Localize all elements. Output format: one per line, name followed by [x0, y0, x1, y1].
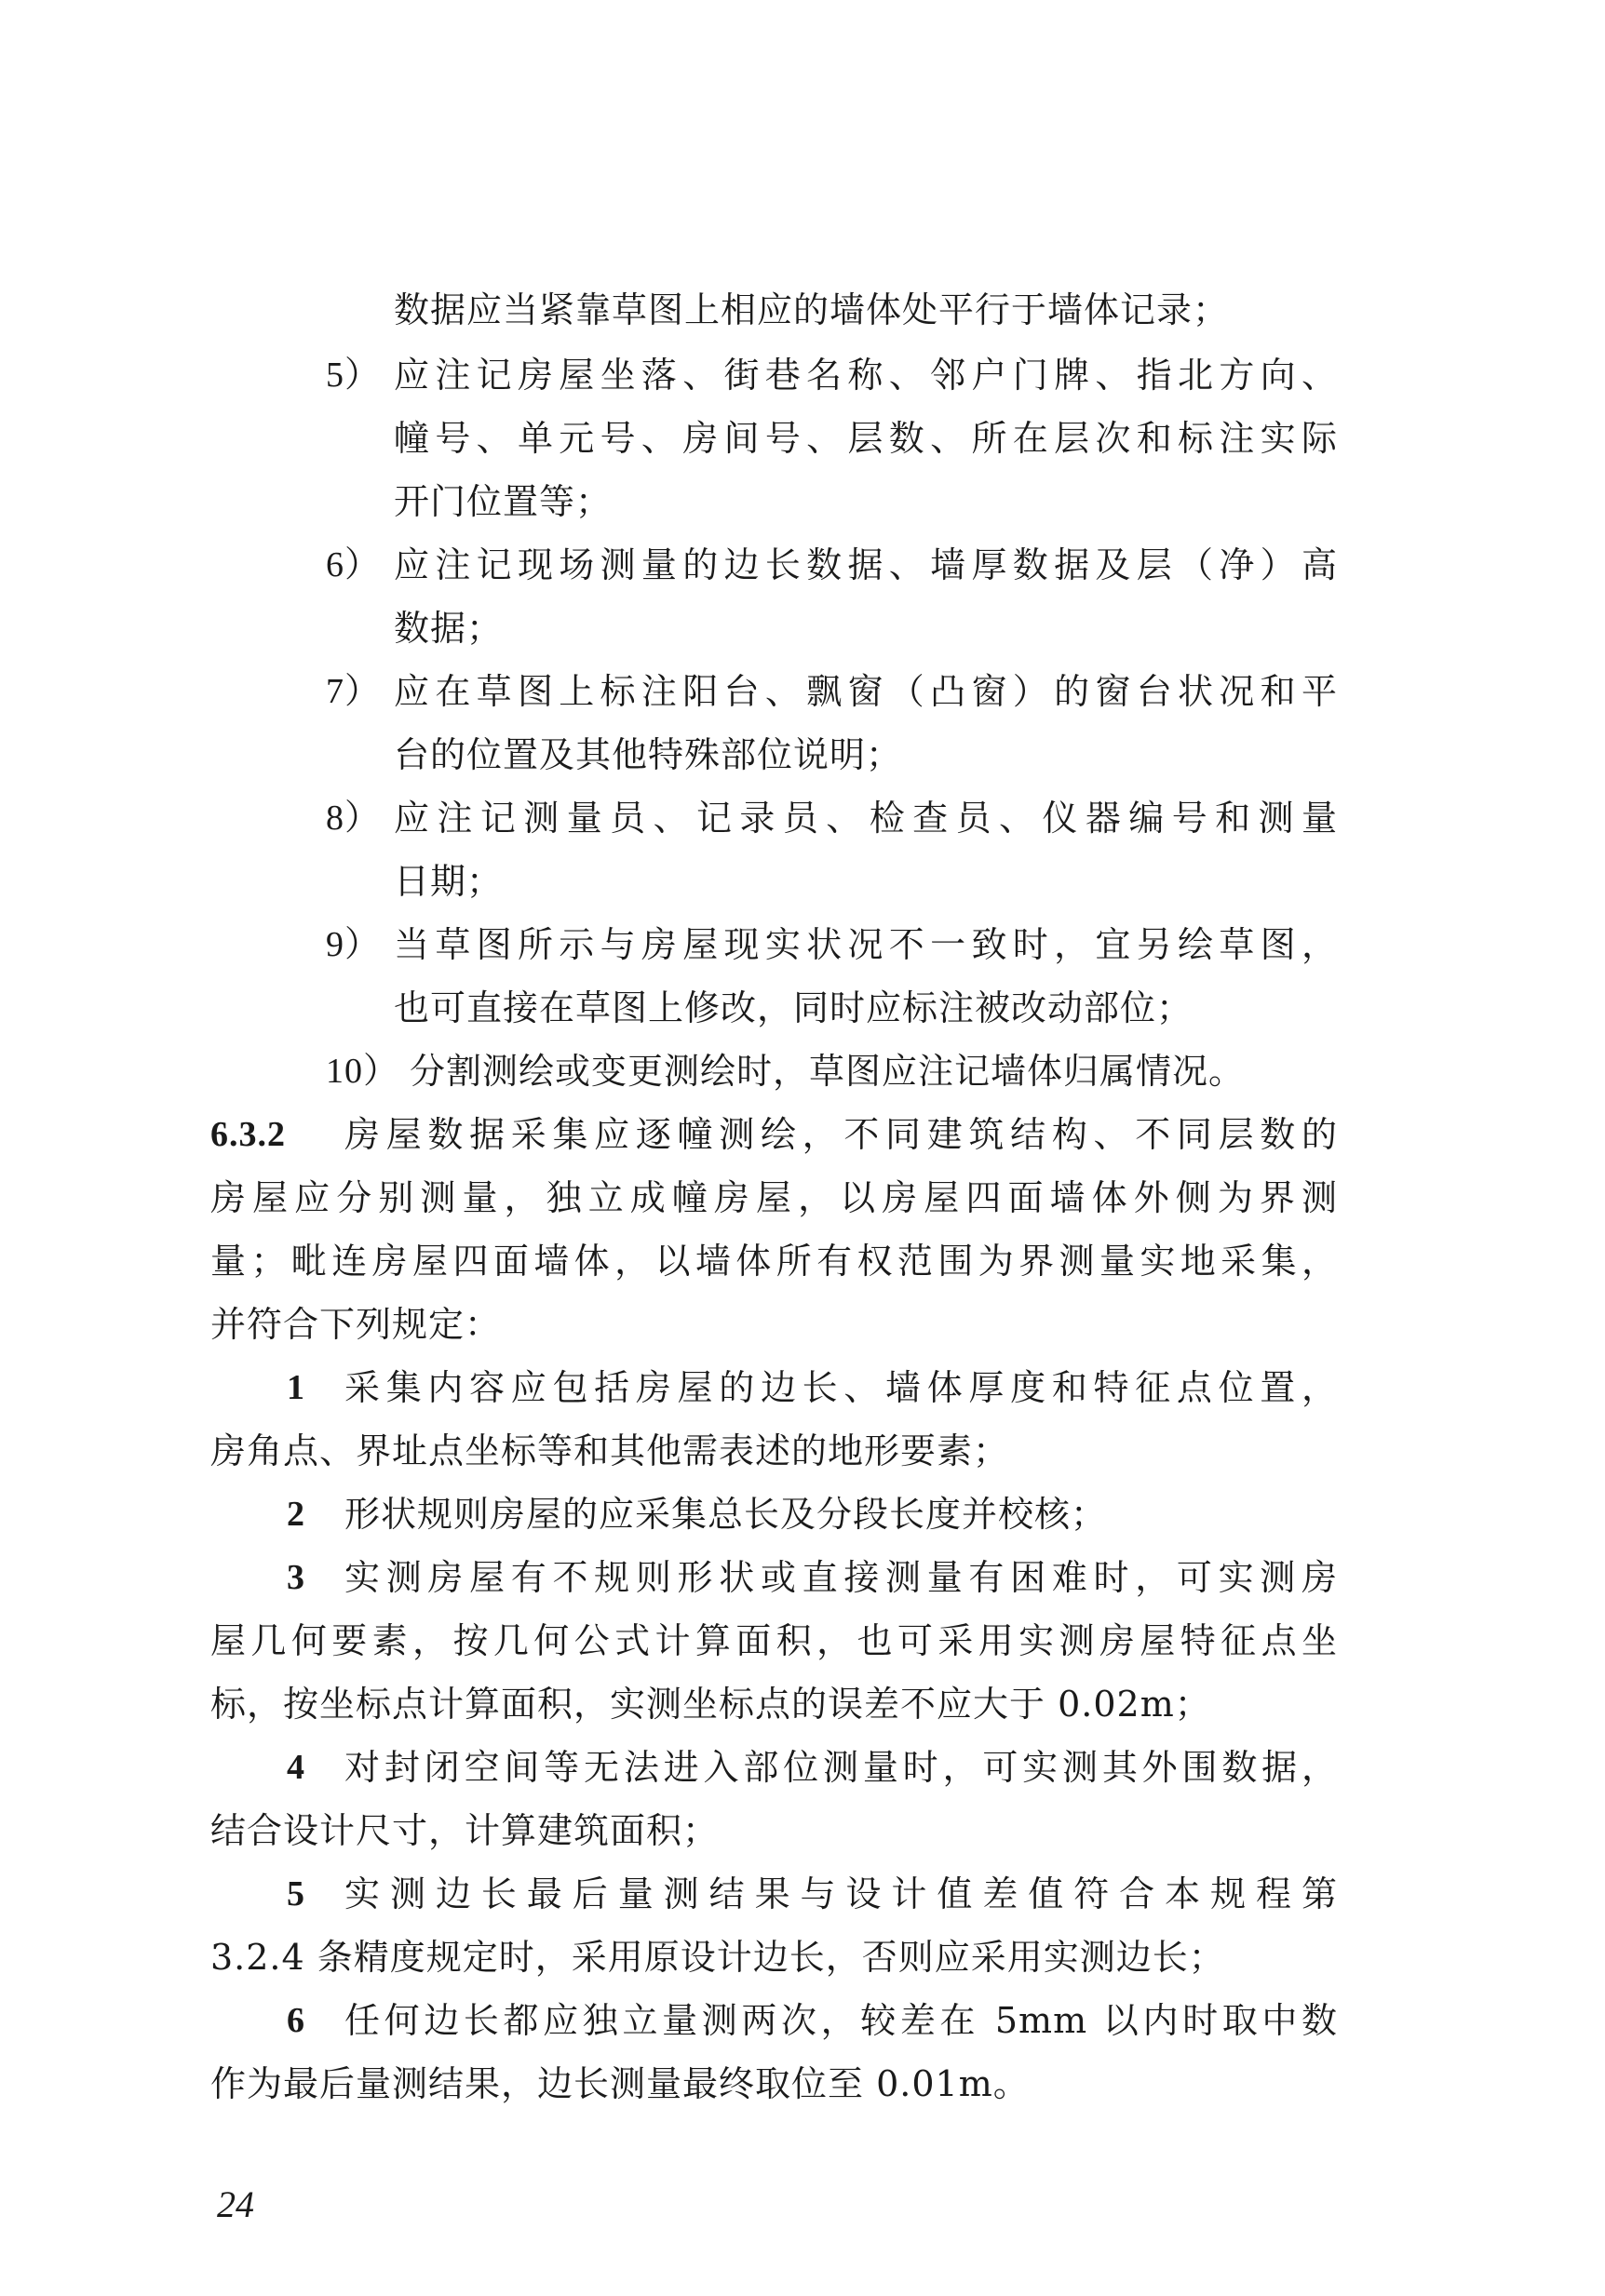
- subitem-number: 5: [287, 1874, 305, 1913]
- list-item-text: 应注记测量员、记录员、检查员、仪器编号和测量: [394, 798, 1338, 839]
- list-item-text: 数据；: [394, 608, 504, 649]
- list-item-text: 当草图所示与房屋现实状况不一致时，宜另绘草图，: [394, 924, 1338, 965]
- list-item-text: 日期；: [394, 861, 504, 902]
- list-item-number: 7）: [326, 672, 382, 711]
- subitem-number: 3: [287, 1558, 305, 1597]
- subitem-text: 3.2.4 条精度规定时，采用原设计边长，否则应采用实测边长；: [210, 1937, 1225, 1978]
- subitem-text: 房角点、界址点坐标等和其他需表述的地形要素；: [210, 1430, 1010, 1471]
- clause-text: 并符合下列规定：: [210, 1304, 502, 1345]
- subitem-number: 2: [287, 1495, 305, 1534]
- subitem-text: 作为最后量测结果，边长测量最终取位至 0.01m。: [210, 2063, 1030, 2104]
- clause-text: 量；毗连房屋四面墙体，以墙体所有权范围为界测量实地采集，: [210, 1241, 1338, 1282]
- list-item-text: 也可直接在草图上修改，同时应标注被改动部位；: [394, 987, 1194, 1028]
- list-item-text: 应注记现场测量的边长数据、墙厚数据及层（净）高: [394, 544, 1338, 585]
- list-item-number: 8）: [326, 799, 382, 838]
- subitem-text: 形状规则房屋的应采集总长及分段长度并校核；: [344, 1494, 1108, 1535]
- subitem-number: 6: [287, 2001, 305, 2040]
- clause-text: 房屋数据采集应逐幢测绘，不同建筑结构、不同层数的: [344, 1114, 1338, 1155]
- list-item-number: 6）: [326, 545, 382, 584]
- subitem-text: 实测边长最后量测结果与设计值差值符合本规程第: [344, 1873, 1338, 1914]
- list-item-text: 分割测绘或变更测绘时，草图应注记墙体归属情况。: [410, 1051, 1246, 1092]
- clause-number: 6.3.2: [210, 1115, 286, 1154]
- list-item-text: 开门位置等；: [394, 481, 613, 522]
- subitem-text: 对封闭空间等无法进入部位测量时，可实测其外围数据，: [344, 1747, 1338, 1788]
- page-number: 24: [217, 2183, 254, 2225]
- subitem-text: 实测房屋有不规则形状或直接测量有困难时，可实测房: [344, 1557, 1338, 1598]
- subitem-text: 标，按坐标点计算面积，实测坐标点的误差不应大于 0.02m；: [210, 1684, 1211, 1725]
- clause-text: 房屋应分别测量，独立成幢房屋，以房屋四面墙体外侧为界测: [210, 1177, 1338, 1218]
- list-item-number: 10）: [326, 1052, 400, 1091]
- list-item-text: 应注记房屋坐落、街巷名称、邻户门牌、指北方向、: [394, 355, 1338, 396]
- subitem-number: 4: [287, 1748, 305, 1787]
- continuation-line: 数据应当紧靠草图上相应的墙体处平行于墙体记录；: [394, 289, 1230, 330]
- subitem-text: 任何边长都应独立量测两次，较差在 5mm 以内时取中数: [344, 2000, 1338, 2041]
- list-item-number: 9）: [326, 925, 382, 964]
- subitem-text: 采集内容应包括房屋的边长、墙体厚度和特征点位置，: [344, 1367, 1338, 1408]
- list-item-text: 应在草图上标注阳台、飘窗（凸窗）的窗台状况和平: [394, 671, 1338, 712]
- subitem-text: 屋几何要素，按几何公式计算面积，也可采用实测房屋特征点坐: [210, 1620, 1338, 1661]
- list-item-text: 幢号、单元号、房间号、层数、所在层次和标注实际: [394, 418, 1338, 459]
- subitem-number: 1: [287, 1368, 305, 1407]
- subitem-text: 结合设计尺寸，计算建筑面积；: [210, 1810, 720, 1851]
- list-item-text: 台的位置及其他特殊部位说明；: [394, 734, 903, 775]
- list-item-number: 5）: [326, 356, 382, 395]
